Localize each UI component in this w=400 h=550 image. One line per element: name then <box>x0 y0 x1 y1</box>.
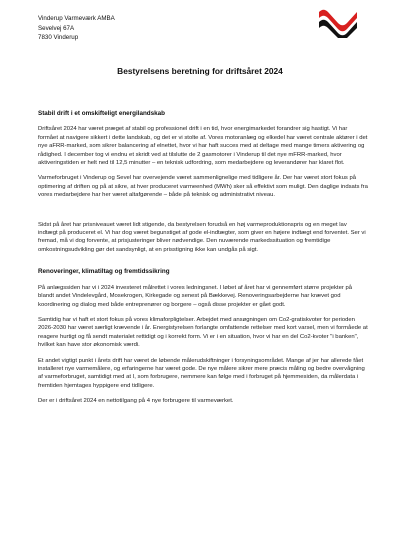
address-line-name: Vinderup Varmeværk AMBA <box>38 15 115 22</box>
paragraph: Sidst på året har prisniveauet været lidt stigende, da bestyrelsen forudså en høj varmeproduktionspris og en meget lav indtægt på produceret el. Vi har dog været begunstiget af gode el-indtægter, som giver en højere indtægt end forventet. Ser vi fremad, må vi dog forvente, at prisjusteringer bliver nødvendige. Den nuværende markedssituation og fremtidige omkostningsudvikling gør det sandsynligt, at en prisstigning ikke kan undgås på sigt. <box>38 221 366 253</box>
paragraph: Varmeforbruget i Vinderup og Sevel har overvejende været sammenlignelige med tidligere år. Der har været stort fokus på optimering af driften og på at sikre, at hver produceret varmeenhed (MWh) sker så effektivt som muligt. Den daglige indsats fra vores medarbejdere har her været altafgørende – både på teknisk og administrativt niveau. <box>38 175 368 199</box>
address-line-street: Sevelvej 67A <box>38 24 75 32</box>
address-line-city: 7830 Vinderup <box>38 34 79 42</box>
document-title: Bestyrelsens beretning for driftsåret 2024 <box>117 66 283 76</box>
paragraph: Driftsåret 2024 har været præget af stabil og professionel drift i en tid, hvor energimarkedet forandrer sig hastigt. Vi har formået at navigere sikkert i dette landskab, og det er vi stolte af. Vores motoranlæg og elkedel har været centrale aktører i det nye aFRR-marked, som sikrer balancering af elnettet, hvor vi har haft succes med at deltage med mange timers aktivering og rådighed. I december tog vi endnu et skridt ved at tilslutte de 2 gasmotorer i Vinderup til det nye mFRR-marked, hvor aktiveringstiden er helt ned til 12,5 minutter – en teknisk udfordring, som medarbejdere og leverandører har klaret flot. <box>38 126 368 167</box>
company-logo-icon <box>318 8 358 38</box>
paragraph: På anlægssiden har vi i 2024 investeret målrettet i vores ledningsnet. I løbet af året har vi gennemført større projekter på blandt andet Vindelevgård, Mosekrogen, Kirkegade og senest på Bækkevej. Renoveringsarbejderne har krævet god koordinering og dialog med både entreprenører og borgere – også disse projekter er gået godt. <box>38 284 352 308</box>
sender-address <box>38 14 115 43</box>
section-heading-renovations: Renoveringer, klimatiltag og fremtidssikring <box>38 268 170 276</box>
paragraph: Samtidig har vi haft et stort fokus på vores klimaforpligtelser. Arbejdet med ansøgningen om Co2-gratiskvoter for perioden 2026-2030 har været særligt krævende i år. Energistyrelsen forlangte omfattende rettelser med kort varsel, men vi formåede at reagere hurtigt og få sendt materialet rettidigt og i korrekt form. Vi er i en situation, hvor vi har en del Co2-kvoter "i banken", hvilket kan have stor økonomisk værdi. <box>38 316 368 349</box>
paragraph: Der er i driftsåret 2024 en nettotilgang på 4 nye forbrugere til varmeværket. <box>38 398 234 405</box>
section-heading-stable-operation: Stabil drift i et omskifteligt energilandskab <box>38 110 166 117</box>
paragraph: Et andet vigtigt punkt i årets drift har været de løbende målerudskiftninger i forsyningsområdet. Mange af jer har allerede fået installeret nye varmemålere, og erfaringerne har været gode. De nye målere sikrer mere præcis måling og bedre overvågning af varmeforbruget, samtidigt med at I, som forbrugere, nemmere kan følge med i forbruget på hjemmesiden, da målerdata i fremtiden hjemtages hyppigere end tidligere. <box>38 357 365 389</box>
company-logo <box>318 8 358 38</box>
document-body <box>38 110 368 413</box>
